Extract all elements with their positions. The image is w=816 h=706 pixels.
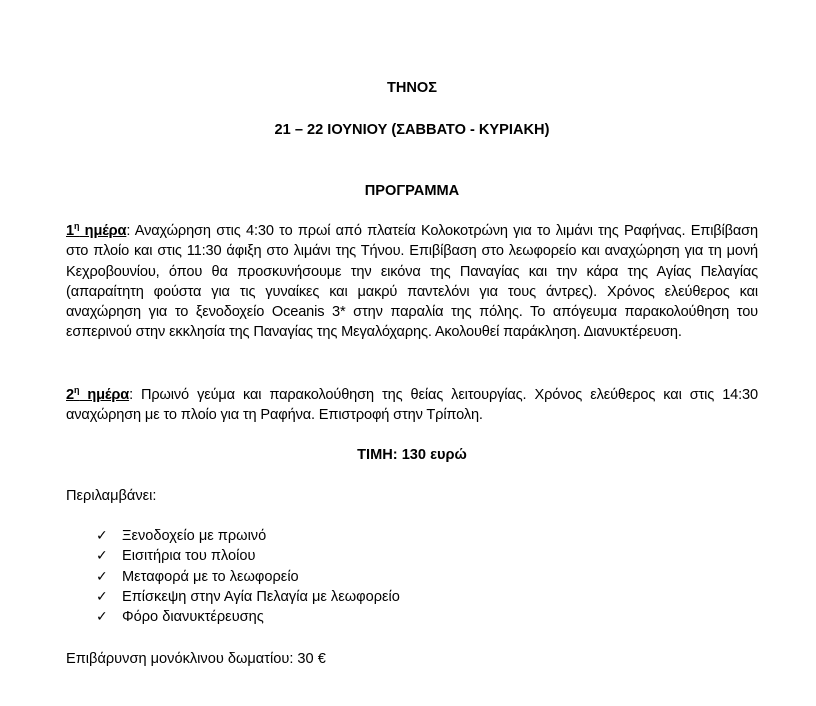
trip-dates: 21 – 22 ΙΟΥΝΙΟΥ (ΣΑΒΒΑΤΟ - ΚΥΡΙΑΚΗ) (274, 122, 550, 138)
program-heading: ΠΡΟΓΡΑΜΜΑ (364, 183, 460, 199)
checkmark-icon: ✓ (96, 548, 108, 565)
day1-label-superscript: η (73, 221, 80, 232)
day2-label-superscript: η (73, 385, 80, 396)
day1-text: : Αναχώρηση στις 4:30 το πρωί από πλατεία Κολοκοτρώνη για το λιμάνι της Ραφήνας. Επιβίβαση στο πλοίο και στις 11:30 άφιξη στο λιμάνι της Τήνου. Επιβίβαση στο λεωφορείο και αναχώρηση για τη μονή Κεχροβουνίου, όπου θα προσκυνήσουμε την εικόνα της Παναγίας και την κάρα της Αγίας Πελαγίας (απαραίτητη φούστα για τις γυναίκες και μακρύ παντελόνι για τους άντρες). Χρόνος ελεύθερος και αναχώρηση για το ξενοδοχείο Oceanis 3* στην παραλία της πόλης. Το απόγευμα παρακολούθηση του εσπερινού στην εκκλησία της Παναγίας της Μεγαλόχαρης. Ακολουθεί παράκληση. Διανυκτέρευση. (66, 223, 758, 341)
day2-paragraph (66, 385, 758, 426)
includes-item (96, 567, 400, 587)
includes-item-label: Εισιτήρια του πλοίου (122, 548, 256, 565)
includes-item-label: Επίσκεψη στην Αγία Πελαγία με λεωφορείο (122, 588, 400, 605)
day2-text: : Πρωινό γεύμα και παρακολούθηση της θείας λειτουργίας. Χρόνος ελεύθερος και στις 14:30 αναχώρηση με το πλοίο για τη Ραφήνα. Επιστροφή στην Τρίπολη. (66, 387, 758, 424)
day1-label (66, 223, 126, 239)
includes-item (96, 587, 400, 607)
price-line: ΤΙΜΗ: 130 ευρώ (357, 447, 467, 463)
checkmark-icon: ✓ (96, 568, 108, 585)
includes-item (96, 607, 400, 627)
day2-label (66, 387, 129, 403)
document-page (66, 0, 758, 706)
document-title: ΤΗΝΟΣ (386, 80, 438, 96)
includes-heading: Περιλαμβάνει: (66, 488, 157, 504)
includes-item (96, 526, 400, 546)
includes-item-label: Φόρο διανυκτέρευσης (122, 609, 264, 626)
day1-label-number: 1 (66, 223, 74, 239)
checkmark-icon: ✓ (96, 609, 108, 626)
checkmark-icon: ✓ (96, 588, 108, 605)
includes-list (96, 526, 400, 627)
includes-item (96, 546, 400, 566)
day2-label-word: ημέρα (79, 387, 130, 403)
single-room-surcharge: Επιβάρυνση μονόκλινου δωματίου: 30 € (66, 651, 326, 667)
includes-item-label: Μεταφορά με το λεωφορείο (122, 568, 299, 585)
includes-item-label: Ξενοδοχείο με πρωινό (122, 528, 267, 544)
checkmark-icon: ✓ (96, 528, 108, 544)
day2-label-number: 2 (66, 387, 74, 403)
day1-label-word: ημέρα (79, 223, 127, 239)
day1-paragraph (66, 221, 758, 343)
